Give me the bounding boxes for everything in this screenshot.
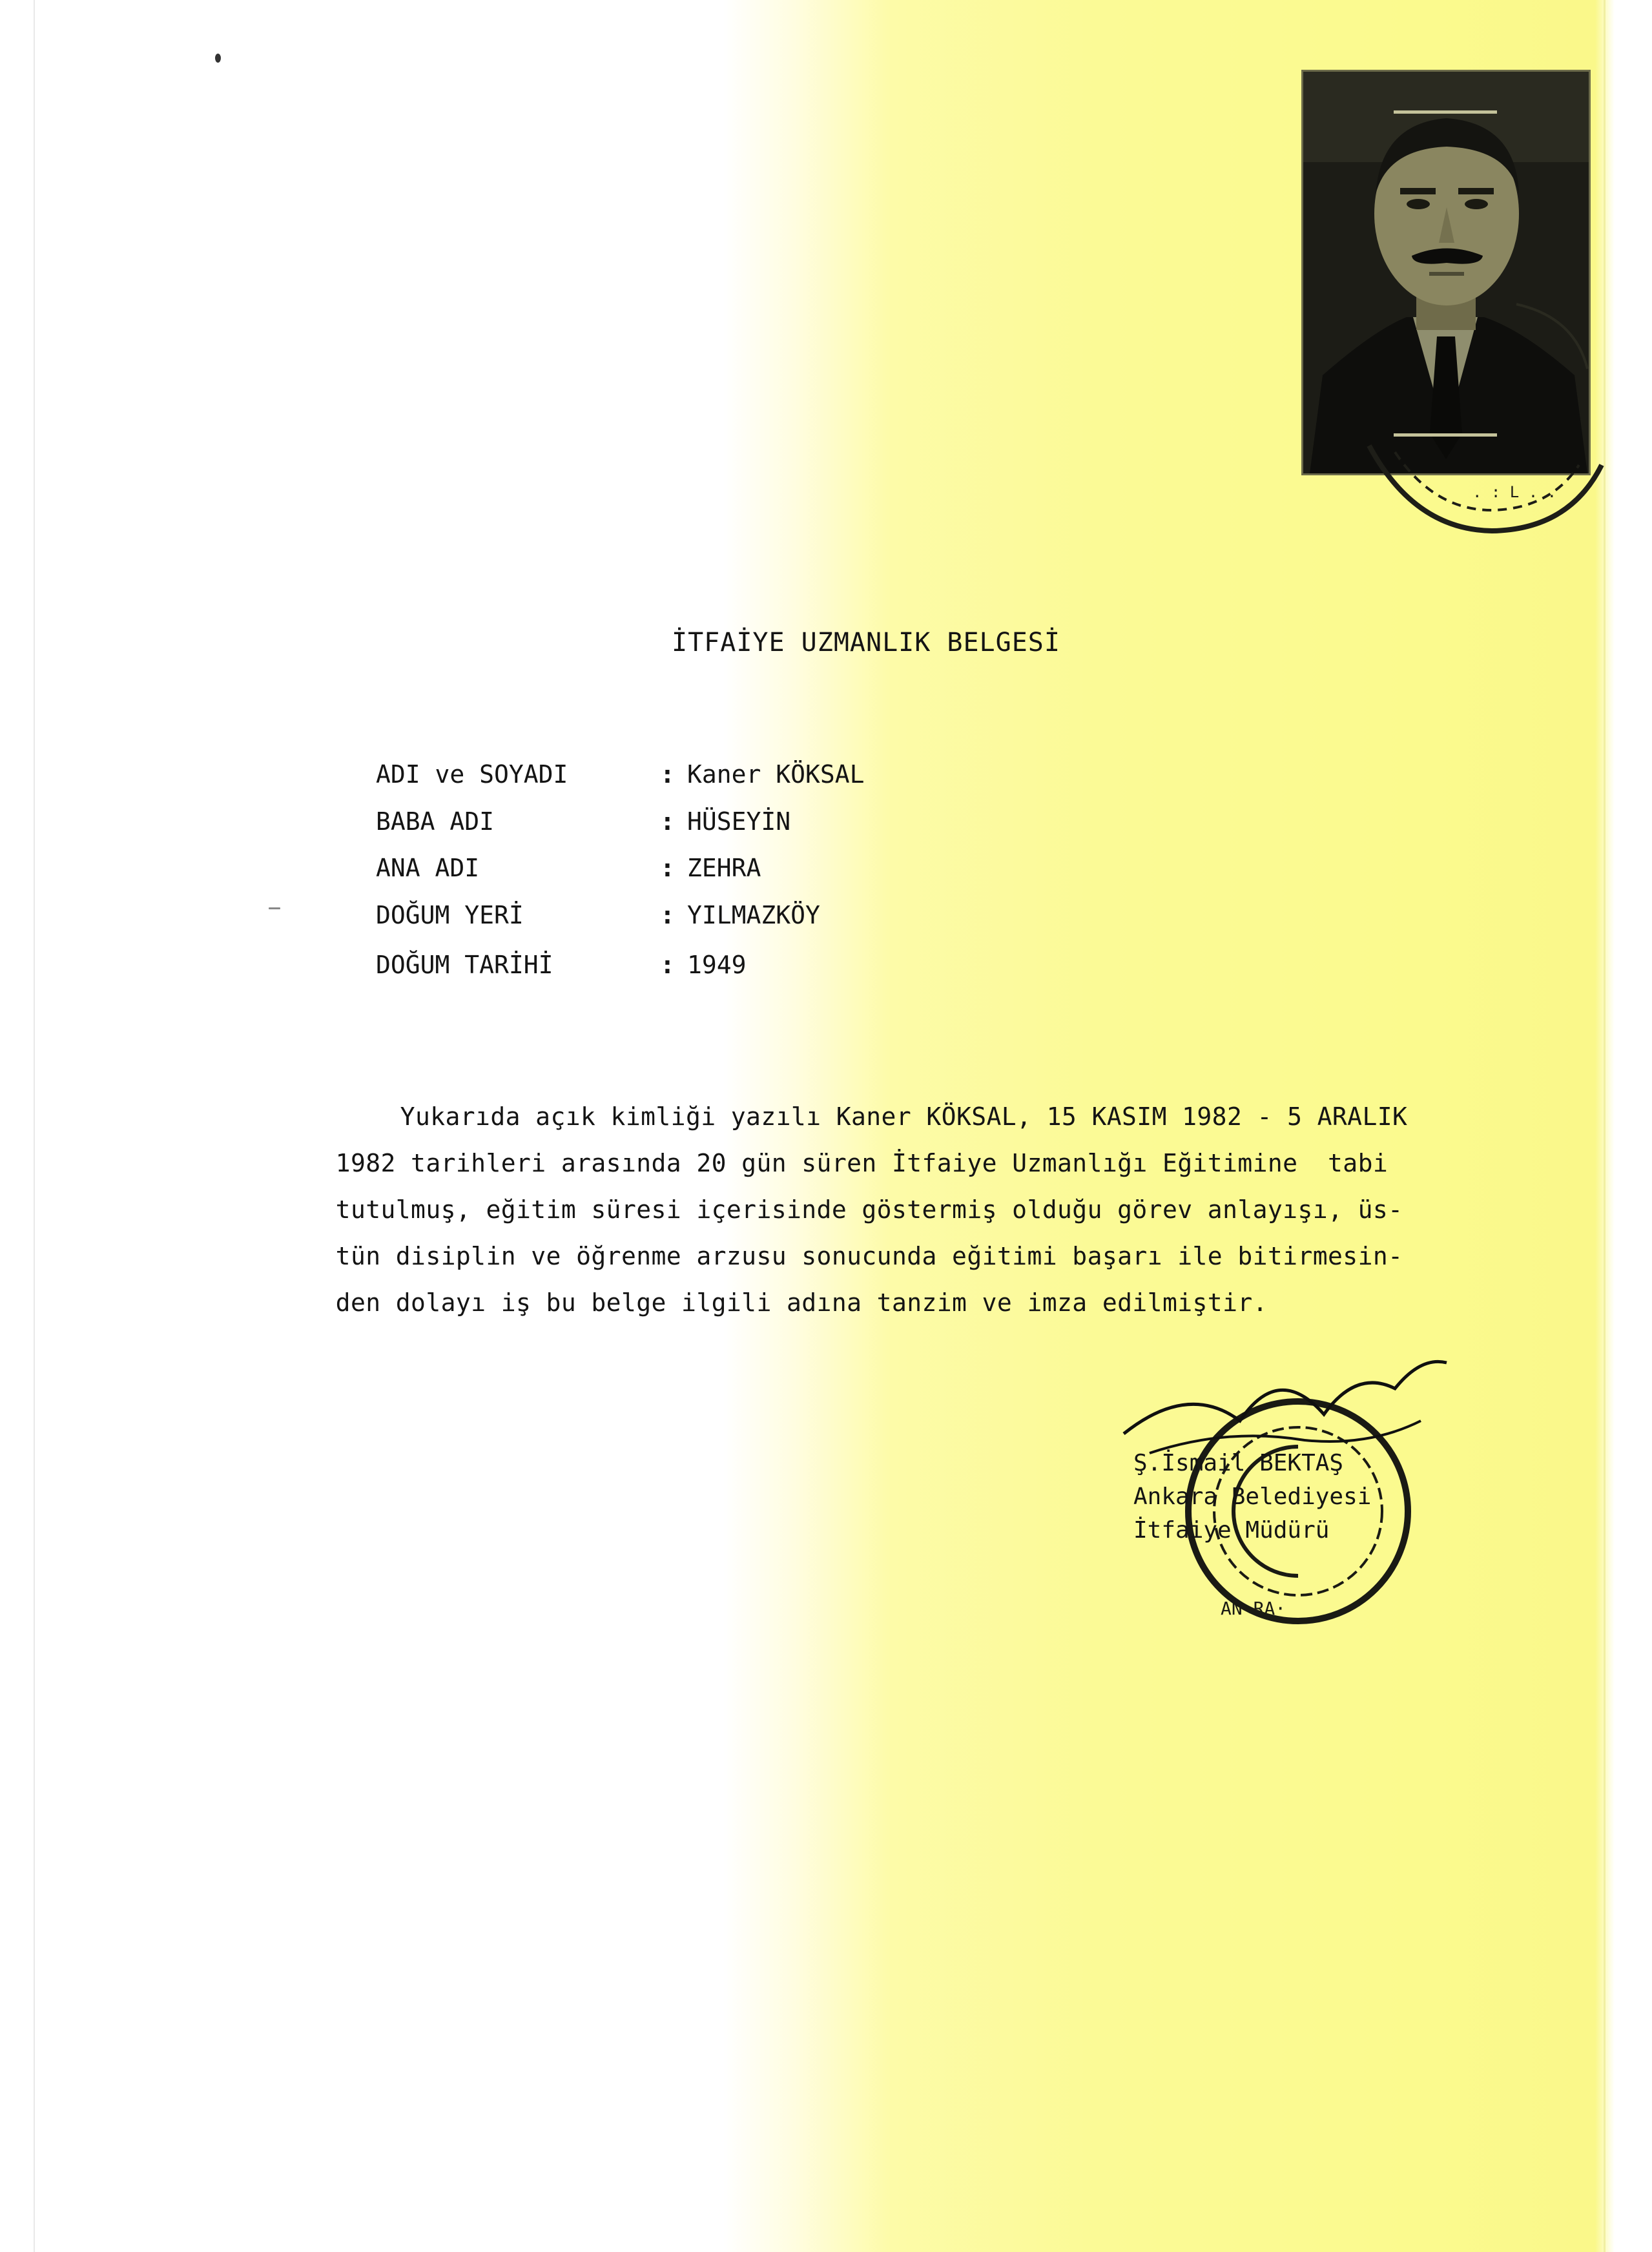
signature-block xyxy=(1133,1447,1371,1547)
field-label: ADI ve SOYADI xyxy=(376,760,568,789)
field-label: ANA ADI xyxy=(376,854,480,882)
body-line: tutulmuş, eğitim süresi içerisinde göstermiş olduğu görev anlayışı, üs- xyxy=(245,1195,1403,1224)
body-line: tün disiplin ve öğrenme arzusu sonucunda eğitimi başarı ile bitirmesin- xyxy=(245,1242,1403,1270)
svg-text:AN·RA·: AN·RA· xyxy=(1221,1598,1286,1619)
field-value: YILMAZKÖY xyxy=(687,901,820,929)
field-value: ZEHRA xyxy=(687,854,761,882)
field-value: Kaner KÖKSAL xyxy=(687,760,865,789)
document-title: İTFAİYE UZMANLIK BELGESİ xyxy=(672,628,1060,657)
field-row-mother xyxy=(376,854,761,882)
field-separator: : xyxy=(660,901,675,929)
field-row-birthdate xyxy=(376,951,747,979)
field-separator: : xyxy=(660,807,675,836)
body-line: Yukarıda açık kimliği yazılı Kaner KÖKSAL, 15 KASIM 1982 - 5 ARALIK xyxy=(310,1102,1408,1131)
field-row-father xyxy=(376,807,790,836)
field-separator: : xyxy=(660,760,675,789)
ink-speck xyxy=(215,54,221,63)
field-row-birthplace xyxy=(376,901,820,929)
scan-edge-line xyxy=(34,0,35,2252)
field-label: DOĞUM TARİHİ xyxy=(376,951,553,979)
svg-text:. : L . .: . : L . . xyxy=(1472,483,1557,501)
field-row-name xyxy=(376,760,865,789)
signatory-org: Ankara Belediyesi xyxy=(1133,1483,1372,1510)
field-value: 1949 xyxy=(687,951,747,979)
round-stamp-icon xyxy=(1363,394,1608,549)
body-line: den dolayı iş bu belge ilgili adına tanzim ve imza edilmiştir. xyxy=(245,1288,1268,1317)
field-label: DOĞUM YERİ xyxy=(376,901,524,929)
field-separator: : xyxy=(660,951,675,979)
scan-edge-rule xyxy=(1604,0,1606,2252)
field-value: HÜSEYİN xyxy=(687,807,791,836)
certificate-body xyxy=(245,1093,1537,1326)
field-separator: : xyxy=(660,854,675,882)
signatory-title: İtfaiye Müdürü xyxy=(1133,1517,1330,1544)
signatory-name: Ş.İsmail BEKTAŞ xyxy=(1133,1450,1344,1476)
ink-speck xyxy=(269,907,280,909)
field-label: BABA ADI xyxy=(376,807,495,836)
body-line: 1982 tarihleri arasında 20 gün süren İtfaiye Uzmanlığı Eğitimine tabi xyxy=(245,1149,1389,1177)
